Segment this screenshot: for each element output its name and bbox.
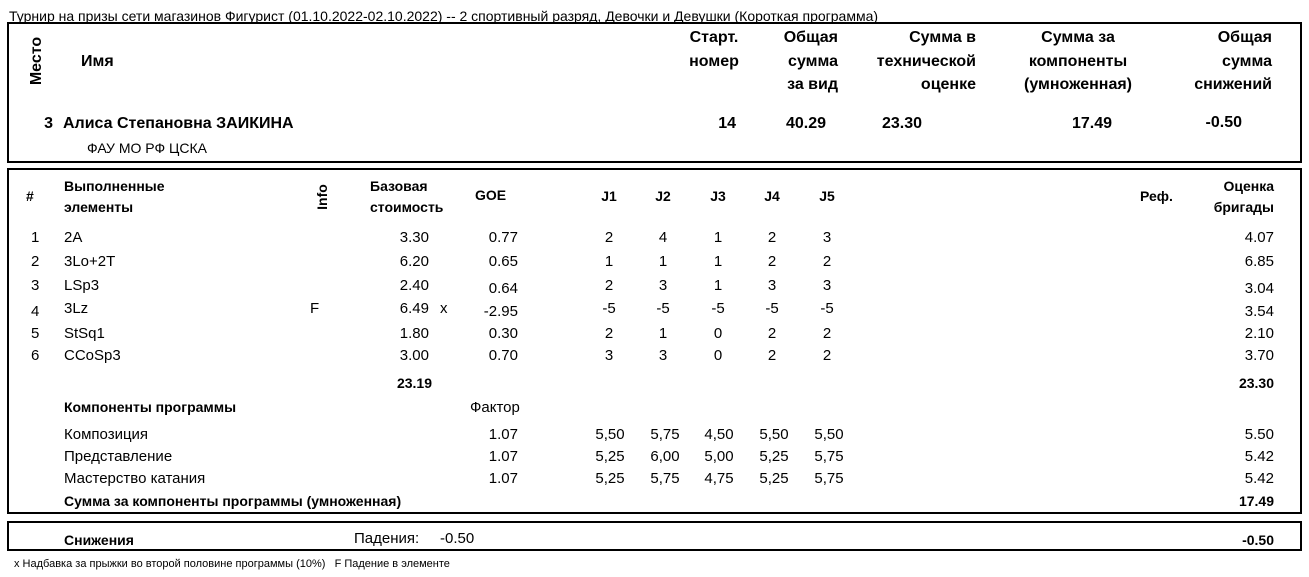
component-judge-3: 5,00 bbox=[704, 448, 734, 465]
element-name: 3Lz bbox=[64, 300, 89, 317]
base-header-line2: стоимость bbox=[370, 199, 444, 215]
element-goe: 0.77 bbox=[488, 229, 518, 246]
skater-start-number: 14 bbox=[718, 115, 736, 132]
component-score: 5.42 bbox=[1244, 448, 1274, 465]
skater-total-program-components: 17.49 bbox=[1071, 115, 1112, 132]
component-score: 5.50 bbox=[1244, 426, 1274, 443]
judge-header-j2: J2 bbox=[655, 188, 671, 204]
skater-total-deductions: -0.50 bbox=[1205, 114, 1242, 131]
element-judge-4: -5 bbox=[765, 300, 779, 317]
component-factor: 1.07 bbox=[488, 426, 518, 443]
pcs-header-line2: компоненты bbox=[1028, 52, 1128, 70]
element-judge-5: 2 bbox=[822, 347, 832, 364]
elements-executed-header bbox=[64, 176, 165, 218]
element-row bbox=[0, 325, 1309, 345]
element-judge-4: 3 bbox=[767, 277, 777, 294]
element-judge-4: 2 bbox=[767, 325, 777, 342]
component-factor: 1.07 bbox=[488, 448, 518, 465]
element-num: 2 bbox=[31, 253, 40, 270]
element-judge-3: 1 bbox=[713, 229, 723, 246]
judge-header-j4: J4 bbox=[764, 188, 780, 204]
pcs-header bbox=[1012, 26, 1144, 97]
skater-place: 3 bbox=[44, 115, 53, 132]
element-info: F bbox=[310, 300, 320, 317]
component-factor: 1.07 bbox=[488, 470, 518, 487]
component-judge-1: 5,25 bbox=[595, 448, 625, 465]
element-goe: 0.70 bbox=[488, 347, 518, 364]
component-name: Мастерство катания bbox=[64, 470, 206, 487]
deductions-header-line3: снижений bbox=[1194, 76, 1272, 93]
executed-header-line2: элементы bbox=[64, 199, 134, 215]
component-row bbox=[0, 448, 1309, 468]
elements-info-header: Info bbox=[314, 184, 330, 210]
element-judge-1: -5 bbox=[602, 300, 616, 317]
component-judge-2: 6,00 bbox=[650, 448, 680, 465]
component-judge-5: 5,50 bbox=[814, 426, 844, 443]
element-judge-5: 2 bbox=[822, 325, 832, 342]
element-name: CCoSp3 bbox=[64, 347, 121, 364]
element-judge-2: -5 bbox=[656, 300, 670, 317]
total-segment-header-line3: за вид bbox=[787, 76, 838, 93]
element-row bbox=[0, 253, 1309, 273]
tes-header-line1: Сумма в bbox=[909, 29, 976, 46]
element-row bbox=[0, 229, 1309, 249]
element-score: 3.04 bbox=[1244, 280, 1274, 297]
element-judge-3: -5 bbox=[711, 300, 725, 317]
elements-score-header bbox=[1196, 176, 1274, 218]
element-num: 6 bbox=[31, 347, 40, 364]
element-num: 5 bbox=[31, 325, 40, 342]
element-judge-1: 3 bbox=[604, 347, 614, 364]
element-judge-3: 0 bbox=[713, 347, 723, 364]
total-segment-header-line1: Общая bbox=[783, 29, 838, 46]
start-number-header bbox=[676, 26, 752, 73]
element-judge-3: 1 bbox=[713, 253, 723, 270]
element-judge-1: 2 bbox=[604, 229, 614, 246]
elements-ref-header: Реф. bbox=[1140, 188, 1173, 204]
tes-header-line3: оценке bbox=[920, 76, 976, 93]
elements-base-header bbox=[370, 176, 443, 218]
element-judge-1: 2 bbox=[604, 277, 614, 294]
component-judge-4: 5,25 bbox=[759, 470, 789, 487]
element-goe: 0.64 bbox=[488, 280, 518, 297]
judge-header-j1: J1 bbox=[601, 188, 617, 204]
element-num: 3 bbox=[31, 277, 40, 294]
component-judge-4: 5,50 bbox=[759, 426, 789, 443]
skater-total-segment-score: 40.29 bbox=[785, 115, 826, 132]
components-total-label: Сумма за компоненты программы (умноженная) bbox=[64, 493, 402, 509]
element-name: LSp3 bbox=[64, 277, 100, 294]
elements-num-header: # bbox=[26, 188, 34, 204]
name-header: Имя bbox=[81, 53, 114, 70]
deductions-box bbox=[7, 521, 1302, 551]
element-judge-5: 3 bbox=[822, 229, 832, 246]
skater-name: Алиса Степановна ЗАИКИНА bbox=[63, 115, 294, 132]
element-judge-5: -5 bbox=[820, 300, 834, 317]
element-base: 6.49 bbox=[399, 300, 429, 317]
element-judge-3: 0 bbox=[713, 325, 723, 342]
component-judge-2: 5,75 bbox=[650, 426, 680, 443]
component-row bbox=[0, 426, 1309, 446]
judge-header-j5: J5 bbox=[819, 188, 835, 204]
component-judge-5: 5,75 bbox=[814, 448, 844, 465]
component-name: Композиция bbox=[64, 426, 149, 443]
element-judge-2: 3 bbox=[658, 277, 668, 294]
start-number-header-line2: номер bbox=[689, 52, 739, 70]
component-judge-3: 4,75 bbox=[704, 470, 734, 487]
element-base: 2.40 bbox=[399, 277, 429, 294]
element-goe: -2.95 bbox=[483, 303, 518, 320]
falls-value: -0.50 bbox=[440, 530, 475, 547]
components-total-score: 17.49 bbox=[1238, 493, 1274, 509]
element-judge-1: 2 bbox=[604, 325, 614, 342]
element-row bbox=[0, 300, 1309, 320]
element-num: 1 bbox=[31, 229, 40, 246]
component-judge-3: 4,50 bbox=[704, 426, 734, 443]
element-name: 2A bbox=[64, 229, 83, 246]
footnote: x Надбавка за прыжки во второй половине программы (10%) F Падение в элементе bbox=[14, 558, 450, 570]
deductions-header bbox=[1170, 26, 1272, 97]
tes-header-line2: технической bbox=[876, 52, 976, 70]
elements-total-score: 23.30 bbox=[1238, 375, 1274, 391]
total-segment-header-line2: сумма bbox=[788, 52, 838, 70]
total-segment-header bbox=[760, 26, 838, 97]
deductions-header-line2: сумма bbox=[1222, 52, 1272, 70]
element-score: 2.10 bbox=[1244, 325, 1274, 342]
element-score: 6.85 bbox=[1244, 253, 1274, 270]
element-base: 1.80 bbox=[399, 325, 429, 342]
element-score: 4.07 bbox=[1244, 229, 1274, 246]
deductions-total: -0.50 bbox=[1242, 532, 1274, 548]
element-judge-3: 1 bbox=[713, 277, 723, 294]
element-bonus: x bbox=[440, 300, 448, 317]
element-base: 6.20 bbox=[399, 253, 429, 270]
element-judge-2: 4 bbox=[658, 229, 668, 246]
page-title: Турнир на призы сети магазинов Фигурист (01.10.2022-02.10.2022) -- 2 спортивный разряд, Девочки и Девушки (Короткая программа) bbox=[9, 8, 879, 24]
skater-club: ФАУ МО РФ ЦСКА bbox=[87, 140, 207, 156]
skater-total-element-score: 23.30 bbox=[881, 115, 922, 132]
tes-header bbox=[858, 26, 976, 97]
element-judge-5: 2 bbox=[822, 253, 832, 270]
element-goe: 0.65 bbox=[488, 253, 518, 270]
components-title: Компоненты программы bbox=[64, 399, 237, 415]
score-header-line2: бригады bbox=[1213, 199, 1274, 215]
element-judge-4: 2 bbox=[767, 229, 777, 246]
pcs-header-line1: Сумма за bbox=[1041, 29, 1115, 46]
component-judge-5: 5,75 bbox=[814, 470, 844, 487]
component-judge-4: 5,25 bbox=[759, 448, 789, 465]
component-score: 5.42 bbox=[1244, 470, 1274, 487]
place-header: Место bbox=[28, 36, 45, 86]
element-judge-2: 1 bbox=[658, 325, 668, 342]
pcs-header-line3: (умноженная) bbox=[1024, 76, 1132, 93]
element-base: 3.30 bbox=[399, 229, 429, 246]
components-factor-label: Фактор bbox=[470, 399, 520, 416]
judge-header-j3: J3 bbox=[710, 188, 726, 204]
element-score: 3.54 bbox=[1244, 303, 1274, 320]
component-name: Представление bbox=[64, 448, 173, 465]
deductions-header-line1: Общая bbox=[1217, 29, 1272, 46]
element-name: 3Lo+2T bbox=[64, 253, 116, 270]
element-judge-2: 1 bbox=[658, 253, 668, 270]
element-goe: 0.30 bbox=[488, 325, 518, 342]
element-judge-4: 2 bbox=[767, 253, 777, 270]
score-header-line1: Оценка bbox=[1223, 178, 1274, 194]
component-row bbox=[0, 470, 1309, 490]
component-judge-2: 5,75 bbox=[650, 470, 680, 487]
element-judge-4: 2 bbox=[767, 347, 777, 364]
start-number-header-line1: Старт. bbox=[689, 29, 739, 46]
element-judge-1: 1 bbox=[604, 253, 614, 270]
elements-goe-header: GOE bbox=[475, 187, 507, 203]
element-row bbox=[0, 277, 1309, 297]
component-judge-1: 5,50 bbox=[595, 426, 625, 443]
element-base: 3.00 bbox=[399, 347, 429, 364]
deductions-label: Снижения bbox=[64, 532, 134, 548]
element-score: 3.70 bbox=[1244, 347, 1274, 364]
element-name: StSq1 bbox=[64, 325, 105, 342]
component-judge-1: 5,25 bbox=[595, 470, 625, 487]
base-header-line1: Базовая bbox=[370, 178, 428, 194]
executed-header-line1: Выполненные bbox=[64, 178, 165, 194]
element-judge-2: 3 bbox=[658, 347, 668, 364]
element-row bbox=[0, 347, 1309, 367]
element-num: 4 bbox=[31, 303, 40, 320]
falls-label: Падения: bbox=[354, 530, 420, 547]
element-judge-5: 3 bbox=[822, 277, 832, 294]
elements-total-base: 23.19 bbox=[396, 375, 432, 391]
